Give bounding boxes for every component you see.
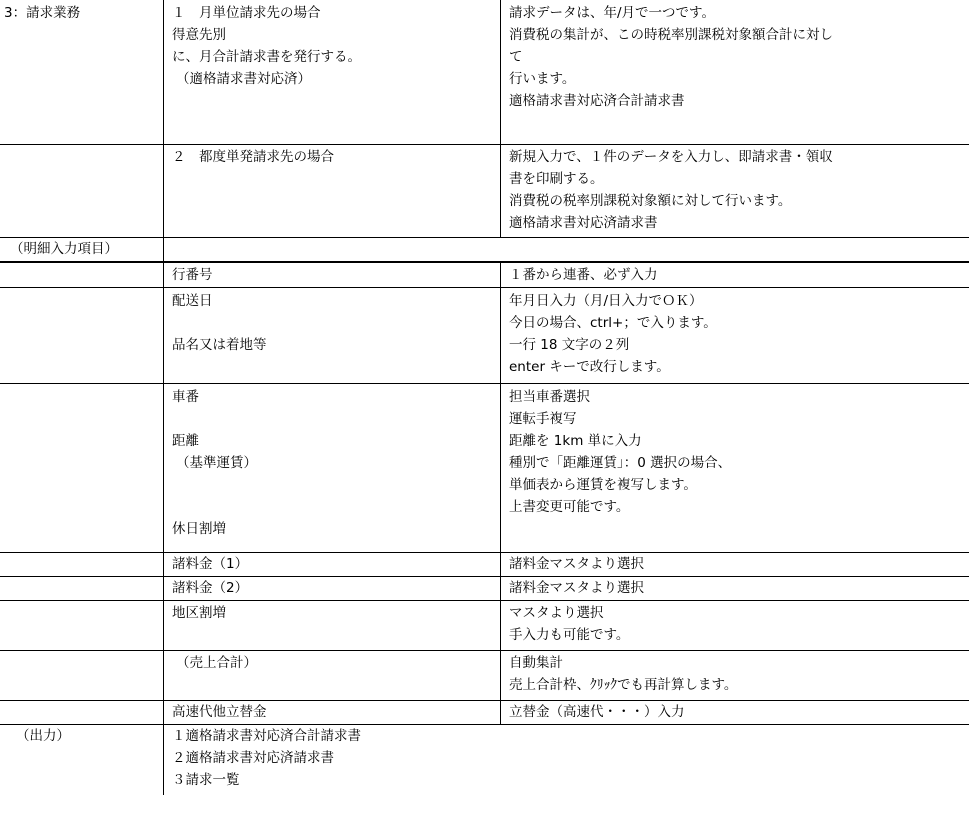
item-text: 諸料金（1）	[172, 556, 249, 572]
section-label: （出力）	[16, 728, 70, 744]
item-text: 地区割増	[172, 605, 226, 621]
description-cell	[509, 290, 964, 378]
description-text: enter キーで改行します。	[509, 359, 670, 375]
description-text: 担当車番選択	[509, 389, 590, 405]
item-text: 得意先別	[172, 27, 226, 43]
row-divider	[0, 600, 969, 601]
description-text: 一行 18 文字の２列	[509, 337, 630, 353]
item-text: （基準運賃）	[176, 455, 257, 471]
section-label-cell	[4, 2, 154, 24]
item-text: 諸料金（2）	[172, 580, 249, 596]
description-text: 適格請求書対応済合計請求書	[509, 93, 685, 109]
description-cell	[509, 146, 964, 234]
description-text: 手入力も可能です。	[509, 627, 630, 643]
row-divider	[0, 287, 969, 288]
description-cell	[509, 2, 964, 112]
description-text: 今日の場合、ctrl+；で入ります。	[509, 315, 717, 331]
section-label: 3：請求業務	[4, 5, 81, 21]
item-text	[172, 474, 492, 496]
item-text	[172, 312, 492, 334]
item-text: １ 月単位請求先の場合	[172, 5, 321, 21]
description-cell	[509, 602, 964, 646]
item-text: 距離	[172, 433, 199, 449]
item-text: 休日割増	[172, 521, 226, 537]
item-cell	[172, 602, 492, 624]
column-divider	[163, 0, 164, 795]
row-divider	[0, 144, 969, 145]
column-divider	[500, 262, 501, 724]
description-text: 年月日入力（月/日入力でＯＫ）	[509, 293, 703, 309]
item-cell	[172, 577, 492, 599]
description-cell	[509, 701, 964, 723]
item-text	[172, 408, 492, 430]
item-cell	[172, 701, 492, 723]
item-text: ２適格請求書対応済請求書	[172, 750, 334, 766]
item-text	[172, 496, 492, 518]
description-text: 適格請求書対応済請求書	[509, 215, 658, 231]
description-text: 自動集計	[509, 655, 563, 671]
row-divider	[0, 261, 969, 263]
item-cell	[172, 2, 492, 90]
item-text: 車番	[172, 389, 199, 405]
description-cell	[509, 652, 964, 696]
description-text: １番から連番、必ず入力	[509, 267, 658, 283]
description-cell	[509, 264, 964, 286]
description-cell	[509, 386, 964, 518]
item-cell	[172, 290, 492, 356]
item-cell	[172, 553, 492, 575]
description-text: マスタより選択	[509, 605, 604, 621]
row-divider	[0, 383, 969, 384]
item-cell	[172, 146, 492, 168]
item-text: ３請求一覧	[172, 772, 240, 788]
item-text: に、月合計請求書を発行する。	[172, 49, 361, 65]
description-text: 消費税の集計が、この時税率別課税対象額合計に対し	[509, 27, 833, 43]
description-text: 立替金（高速代・・・）入力	[509, 704, 685, 720]
description-text: 上書変更可能です。	[509, 499, 630, 515]
section-label: （明細入力項目）	[10, 241, 118, 257]
item-text: ２ 都度単発請求先の場合	[172, 149, 334, 165]
item-text: 行番号	[172, 267, 213, 283]
item-text: 品名又は着地等	[172, 337, 267, 353]
item-cell	[172, 652, 492, 674]
description-text: 諸料金マスタより選択	[509, 556, 644, 572]
item-cell	[172, 264, 492, 286]
description-text: 種別で「距離運賃」：0 選択の場合、	[509, 455, 732, 471]
description-text: 運転手複写	[509, 411, 577, 427]
item-cell	[172, 725, 492, 791]
description-text: 書を印刷する。	[509, 171, 604, 187]
column-divider	[500, 0, 501, 237]
row-divider	[0, 650, 969, 651]
description-text: 新規入力で、１件のデータを入力し、即請求書・領収	[509, 149, 833, 165]
description-text: 消費税の税率別課税対象額に対して行います。	[509, 193, 792, 209]
description-text: 売上合計枠、ｸﾘｯｸでも再計算します。	[509, 677, 738, 693]
item-text: 配送日	[172, 293, 213, 309]
description-text: 距離を 1km 単に入力	[509, 433, 642, 449]
description-cell	[509, 577, 964, 599]
description-text: 単価表から運賃を複写します。	[509, 477, 697, 493]
item-text: （適格請求書対応済）	[176, 71, 311, 87]
description-text: 行います。	[509, 71, 576, 87]
item-text: （売上合計）	[176, 655, 257, 671]
section-label-cell	[4, 238, 154, 260]
item-cell	[172, 386, 492, 540]
item-text: 高速代他立替金	[172, 704, 267, 720]
item-text: １適格請求書対応済合計請求書	[172, 728, 361, 744]
description-text: 諸料金マスタより選択	[509, 580, 644, 596]
description-text: て	[509, 49, 523, 65]
description-cell	[509, 553, 964, 575]
section-label-cell	[4, 725, 154, 747]
description-text: 請求データは、年/月で一つです。	[509, 5, 715, 21]
